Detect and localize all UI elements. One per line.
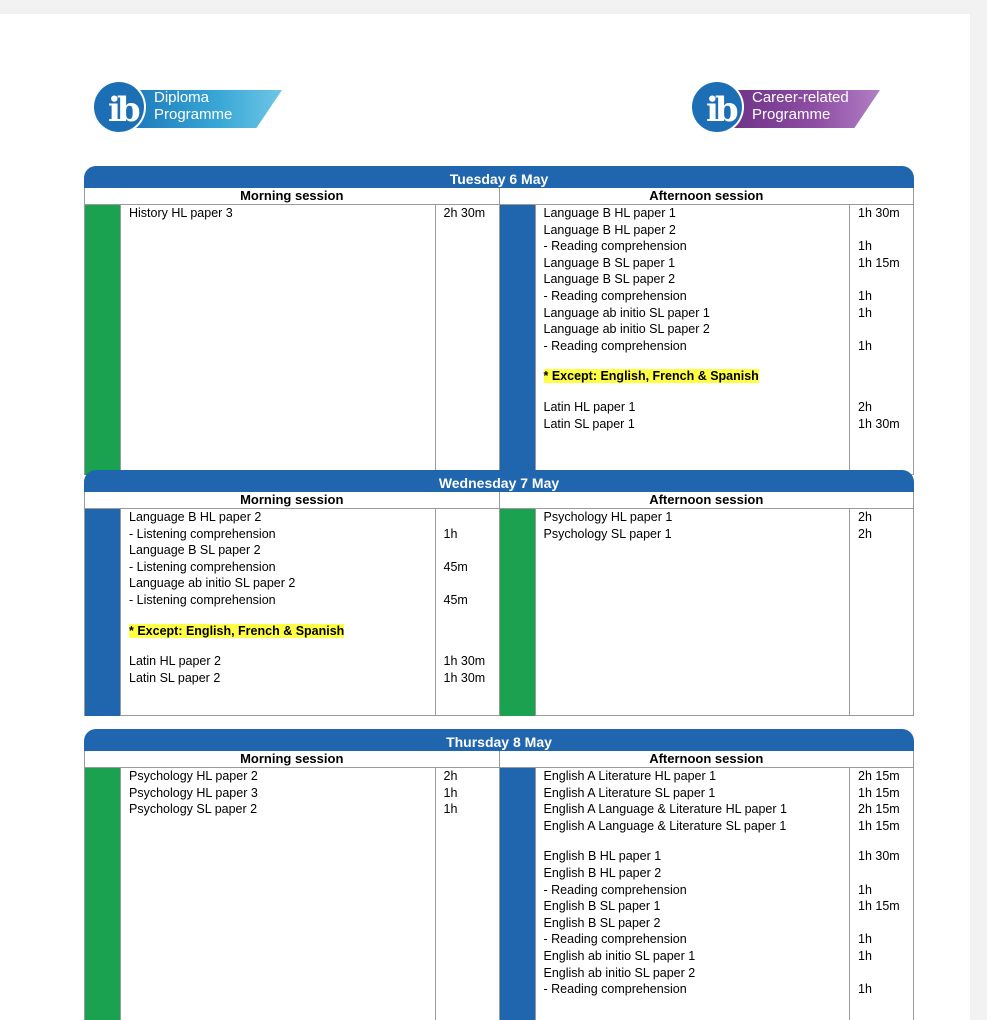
diploma-programme-logo <box>92 76 287 146</box>
subject-line: English ab initio SL paper 1 <box>543 948 696 963</box>
day-title: Wednesday 7 May <box>84 470 914 492</box>
subject-line: Language ab initio SL paper 1 <box>543 305 710 320</box>
duration-value: 1h 30m <box>858 206 900 220</box>
duration-value: 1h <box>858 982 872 997</box>
session-color-bar <box>500 205 536 475</box>
subject-line: Latin HL paper 2 <box>129 654 221 669</box>
morning-session-header: Morning session <box>240 492 344 507</box>
logo-line-1: Diploma <box>154 89 210 106</box>
subject-line: Language B SL paper 1 <box>543 255 676 270</box>
duration-value <box>444 542 491 559</box>
session-color-bar <box>85 768 121 1020</box>
exception-note <box>129 623 427 640</box>
highlighted-note: * Except: English, French & Spanish <box>129 623 345 638</box>
duration-column <box>849 205 913 475</box>
subject-line: - Reading comprehension <box>543 982 687 997</box>
duration-value: 2h <box>858 399 872 414</box>
duration-value: 1h <box>443 785 458 800</box>
afternoon-session-header: Afternoon session <box>499 188 914 204</box>
ib-logo-icon <box>692 82 742 132</box>
exception-note <box>544 368 842 385</box>
subject-line: Language B HL paper 2 <box>543 222 676 237</box>
duration-column <box>435 768 499 1020</box>
subject-line: English A Literature SL paper 1 <box>543 785 716 800</box>
ib-letters: ib <box>706 90 735 130</box>
duration-value <box>858 965 905 982</box>
duration-value: 2h 30m <box>443 206 486 220</box>
subject-line: - Reading comprehension <box>543 932 687 947</box>
duration-value <box>444 623 491 640</box>
highlighted-note: * Except: English, French & Spanish <box>543 369 759 384</box>
session-headers <box>85 751 913 768</box>
subject-line: - Reading comprehension <box>543 882 687 897</box>
duration-value: 1h 30m <box>443 654 486 669</box>
duration-value <box>444 575 491 592</box>
duration-value <box>858 271 905 288</box>
day-title: Tuesday 6 May <box>84 166 914 188</box>
duration-value <box>444 509 491 526</box>
subject-line: - Reading comprehension <box>543 239 687 254</box>
logo-line-2: Programme <box>154 106 233 123</box>
duration-value: 1h <box>858 305 872 320</box>
afternoon-session <box>499 509 914 716</box>
duration-value: 1h <box>858 932 872 947</box>
subject-line: History HL paper 3 <box>129 206 233 220</box>
subject-line: Psychology HL paper 2 <box>129 769 258 783</box>
subject-line: - Reading comprehension <box>543 288 687 303</box>
career-related-programme-logo <box>690 76 885 146</box>
subject-line: - Listening comprehension <box>129 559 276 574</box>
subject-column <box>536 205 850 475</box>
subject-column <box>121 768 435 1020</box>
subject-line: English B HL paper 1 <box>543 849 662 864</box>
duration-value: 1h <box>858 948 872 963</box>
duration-column <box>435 509 499 716</box>
logo-line-1: Career-related <box>752 89 849 106</box>
day-title: Thursday 8 May <box>84 729 914 751</box>
subject-line: English A Language & Literature HL paper 1 <box>543 802 787 817</box>
session-headers <box>85 188 913 205</box>
subject-line: Latin HL paper 1 <box>543 399 636 414</box>
duration-value: 45m <box>443 559 468 574</box>
ib-logo-icon <box>94 82 144 132</box>
duration-value: 2h 15m <box>858 769 900 783</box>
subject-column <box>121 205 435 475</box>
duration-value: 1h 15m <box>858 785 900 800</box>
subject-line: Language B SL paper 2 <box>543 272 676 287</box>
subject-column <box>536 509 850 716</box>
duration-value <box>858 321 905 338</box>
morning-session <box>85 509 499 716</box>
logo-line-2: Programme <box>752 106 831 123</box>
duration-value: 1h <box>858 338 872 353</box>
duration-value: 1h <box>858 882 872 897</box>
afternoon-session <box>499 768 914 1020</box>
duration-value: 1h 15m <box>858 255 900 270</box>
session-color-bar <box>500 768 536 1020</box>
day-table <box>84 470 914 716</box>
duration-value: 1h <box>443 526 458 541</box>
morning-session <box>85 205 499 475</box>
duration-column <box>849 509 913 716</box>
subject-line: English B SL paper 2 <box>543 915 661 930</box>
morning-session-header: Morning session <box>240 751 344 766</box>
morning-session-header: Morning session <box>240 188 344 203</box>
duration-value: 45m <box>443 592 468 607</box>
subject-line: Language B HL paper 1 <box>543 206 676 220</box>
subject-column <box>536 768 850 1020</box>
duration-value: 1h <box>443 802 458 817</box>
session-color-bar <box>85 509 121 716</box>
morning-session <box>85 768 499 1020</box>
duration-value: 2h <box>443 769 458 783</box>
subject-line: English A Language & Literature SL paper 1 <box>543 818 787 833</box>
session-headers <box>85 492 913 509</box>
afternoon-session-header: Afternoon session <box>499 492 914 508</box>
subject-line: Language B HL paper 2 <box>129 510 262 524</box>
duration-column <box>849 768 913 1020</box>
afternoon-session <box>499 205 914 475</box>
ib-letters: ib <box>108 90 137 130</box>
subject-line: English A Literature HL paper 1 <box>543 769 717 783</box>
session-color-bar <box>500 509 536 716</box>
logo-wordmark <box>752 89 849 123</box>
subject-line: Language B SL paper 2 <box>129 543 261 558</box>
day-body <box>84 188 914 475</box>
day-body <box>84 492 914 716</box>
day-table <box>84 729 914 1020</box>
subject-line: Latin SL paper 1 <box>543 416 635 431</box>
subject-line: Psychology SL paper 1 <box>543 526 672 541</box>
subject-column <box>121 509 435 716</box>
duration-value: 1h <box>858 239 872 254</box>
day-body <box>84 751 914 1020</box>
afternoon-session-header: Afternoon session <box>499 751 914 767</box>
duration-value: 2h <box>858 510 872 524</box>
duration-value: 1h 15m <box>858 818 900 833</box>
duration-value <box>858 368 905 385</box>
duration-value: 2h <box>858 526 872 541</box>
day-table <box>84 166 914 475</box>
duration-value: 1h 15m <box>858 899 900 914</box>
duration-value: 2h 15m <box>858 802 900 817</box>
duration-value <box>858 915 905 932</box>
subject-line: Latin SL paper 2 <box>129 670 221 685</box>
session-color-bar <box>85 205 121 475</box>
subject-line: Psychology HL paper 1 <box>543 510 673 524</box>
duration-value: 1h 30m <box>858 849 900 864</box>
subject-line: - Listening comprehension <box>129 592 276 607</box>
duration-value <box>858 222 905 239</box>
document-page <box>0 14 970 1020</box>
subject-line: English B SL paper 1 <box>543 899 661 914</box>
subject-line: English B HL paper 2 <box>543 865 662 880</box>
logo-wordmark <box>154 89 232 123</box>
subject-line: English ab initio SL paper 2 <box>543 965 696 980</box>
duration-column <box>435 205 499 475</box>
subject-line: Psychology SL paper 2 <box>129 802 258 817</box>
subject-line: - Reading comprehension <box>543 338 687 353</box>
duration-value: 1h <box>858 288 872 303</box>
subject-line: Language ab initio SL paper 2 <box>543 322 710 337</box>
subject-line: Psychology HL paper 3 <box>129 785 258 800</box>
duration-value: 1h 30m <box>443 670 486 685</box>
subject-line: - Listening comprehension <box>129 526 276 541</box>
duration-value <box>858 865 905 882</box>
subject-line: Language ab initio SL paper 2 <box>129 576 296 591</box>
duration-value: 1h 30m <box>858 416 900 431</box>
